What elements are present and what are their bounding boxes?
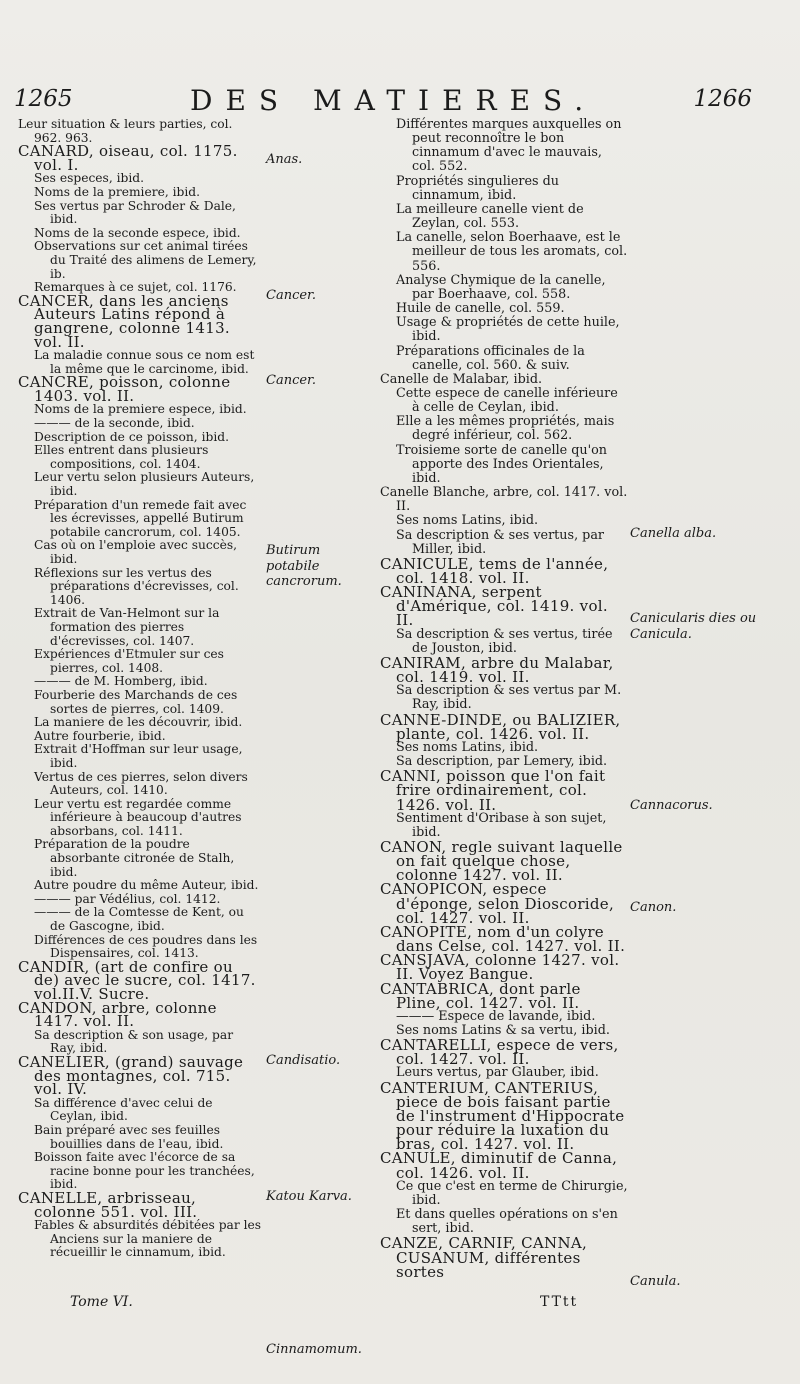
index-entry: Préparation de la poudre absorbante citronée de Stalh, ibid. bbox=[34, 837, 235, 879]
index-entry: Elle a les mêmes propriétés, mais degré inférieur, col. 562. bbox=[396, 414, 615, 444]
index-entry: Ses noms Latins, ibid. bbox=[396, 513, 539, 529]
index-entry: Autre fourberie, ibid. bbox=[34, 728, 166, 743]
index-entry: Analyse Chymique de la canelle, par Boerhaave, col. 558. bbox=[396, 272, 606, 302]
index-entry: Autre poudre du même Auteur, ibid. bbox=[34, 878, 259, 893]
margin-note: Cancer. bbox=[266, 373, 316, 389]
index-entry: Noms de la premiere, ibid. bbox=[34, 184, 201, 199]
index-entry: CANNI, poisson que l'on fait frire ordinairement, col. 1426. vol. II. bbox=[380, 767, 606, 814]
index-entry: CANON, regle suivant laquelle on fait quelque chose, colonne 1427. vol. II. bbox=[380, 837, 623, 885]
index-entry: Usage & propriétés de cette huile, ibid. bbox=[396, 315, 620, 345]
margin-note: Canicularis dies ou Canicula. bbox=[630, 611, 757, 642]
margin-note: Cannacorus. bbox=[630, 798, 713, 814]
index-entry: CANARD, oiseau, col. 1175. vol. I. bbox=[18, 142, 238, 174]
index-entry: Leur vertu est regardée comme inférieure à beaucoup d'autres absorbans, col. 1411. bbox=[34, 796, 242, 838]
index-entry: CANIRAM, arbre du Malabar, col. 1419. vol. II. bbox=[380, 653, 614, 687]
index-entry: Cas où on l'emploie avec succès, ibid. bbox=[34, 538, 238, 566]
index-entry: Leur situation & leurs parties, col. 962. 963. bbox=[18, 117, 233, 145]
index-entry: ——— par Védélius, col. 1412. bbox=[34, 891, 221, 906]
index-entry: CANDIR, (art de confire ou de) avec le sucre, col. 1417. vol.II.V. Sucre. bbox=[18, 957, 256, 1003]
index-entry: Sa description & ses vertus, tirée de Jouston, ibid. bbox=[396, 626, 613, 656]
index-entry: Sa description & son usage, par Ray, ibid. bbox=[34, 1027, 234, 1056]
index-entry: Ce que c'est en terme de Chirurgie, ibid. bbox=[396, 1178, 628, 1208]
index-entry: CANOPITE, nom d'un colyre dans Celse, col. 1427. vol. II. bbox=[380, 922, 626, 956]
index-entry: ——— de la seconde, ibid. bbox=[34, 416, 195, 431]
index-entry: CANCER, dans les anciens Auteurs Latins répond à gangrene, colonne 1413. vol. II. bbox=[18, 291, 230, 351]
volume-footer: Tome VI. bbox=[70, 1294, 133, 1310]
index-entry: Ses noms Latins & sa vertu, ibid. bbox=[396, 1023, 610, 1038]
index-entry: Réflexions sur les vertus des préparations d'écrevisses, col. 1406. bbox=[34, 565, 239, 607]
header-title: DES MATIERES. bbox=[190, 84, 597, 117]
index-entry: CANCRE, poisson, colonne 1403. vol. II. bbox=[18, 373, 231, 405]
index-entry: La canelle, selon Boerhaave, est le meilleur de tous les aromats, col. 556. bbox=[396, 230, 628, 274]
margin-note: Katou Karva. bbox=[266, 1189, 352, 1205]
running-header bbox=[14, 84, 790, 120]
index-entry: Sa description & ses vertus, par Miller, ibid. bbox=[396, 527, 605, 557]
index-entry: ——— Espece de lavande, ibid. bbox=[396, 1008, 596, 1024]
index-entry: Sentiment d'Oribase à son sujet, ibid. bbox=[396, 810, 607, 840]
index-entry: Et dans quelles opérations on s'en sert, ibid. bbox=[396, 1207, 618, 1237]
index-entry: Noms de la premiere espece, ibid. bbox=[34, 402, 247, 417]
index-entry: Sa description & ses vertus par M. Ray, ibid. bbox=[396, 683, 622, 713]
index-entry: Expériences d'Etmuler sur ces pierres, col. 1408. bbox=[34, 647, 224, 675]
left-page-number: 1265 bbox=[14, 86, 73, 112]
index-entry: La maladie connue sous ce nom est la même que le carcinome, ibid. bbox=[34, 348, 255, 376]
index-entry: Vertus de ces pierres, selon divers Auteurs, col. 1410. bbox=[34, 769, 248, 798]
index-entry: CANELLE, arbrisseau, colonne 551. vol. III. bbox=[18, 1188, 198, 1221]
index-entry: Leur vertu selon plusieurs Auteurs, ibid. bbox=[34, 470, 255, 499]
index-entry: Huile de canelle, col. 559. bbox=[396, 301, 565, 317]
index-entry: Sa différence d'avec celui de Ceylan, ibid. bbox=[34, 1095, 213, 1124]
index-entry: CANZE, CARNIF, CANNA, CUSANUM, différentes sortes bbox=[380, 1234, 588, 1281]
index-entry: CANDON, arbre, colonne 1417. vol. II. bbox=[18, 998, 217, 1031]
right-column bbox=[380, 118, 628, 1279]
index-entry: Boisson faite avec l'écorce de sa racine bonne pour les tranchées, ibid. bbox=[34, 1150, 255, 1192]
index-entry: Fables & absurdités débitées par les Anciens sur la maniere de récueillir le cinnamum, ibid. bbox=[34, 1218, 262, 1260]
index-entry: Bain préparé avec ses feuilles bouillies dans de l'eau, ibid. bbox=[34, 1122, 224, 1151]
margin-note: Cancer. bbox=[266, 288, 316, 304]
index-entry: CANELIER, (grand) sauvage des montagnes, col. 715. vol. IV. bbox=[18, 1052, 244, 1099]
index-entry: Elles entrent dans plusieurs compositions, col. 1404. bbox=[34, 443, 209, 471]
margin-note: Canon. bbox=[630, 900, 677, 916]
index-entry: La maniere de les découvrir, ibid. bbox=[34, 715, 243, 730]
index-entry: CANULE, diminutif de Canna, col. 1426. vol. II. bbox=[380, 1149, 618, 1182]
index-entry: Canelle de Malabar, ibid. bbox=[380, 371, 543, 387]
index-entry: Description de ce poisson, ibid. bbox=[34, 429, 229, 444]
index-entry: CANNE-DINDE, ou BALIZIER, plante, col. 1426. vol. II. bbox=[380, 710, 621, 743]
index-entry: La meilleure canelle vient de Zeylan, col. 553. bbox=[396, 201, 584, 232]
index-entry: Ses vertus par Schroder & Dale, ibid. bbox=[34, 198, 236, 227]
index-entry: CANSJAVA, colonne 1427. vol. II. Voyez Bangue. bbox=[380, 951, 620, 984]
index-entry: Extrait de Van-Helmont sur la formation des pierres d'écrevisses, col. 1407. bbox=[34, 606, 220, 648]
margin-note: Canella alba. bbox=[630, 526, 717, 542]
margin-note: Candisatio. bbox=[266, 1053, 341, 1069]
index-entry: CANTERIUM, CANTERIUS, piece de bois faisant partie de l'instrument d'Hippocrate pour réduire la luxation du bras, col. 1427. vol. II. bbox=[380, 1078, 625, 1154]
index-entry: Remarques à ce sujet, col. 1176. bbox=[34, 280, 237, 295]
index-entry: CANTARELLI, espece de vers, col. 1427. vol. II. bbox=[380, 1036, 619, 1069]
index-entry: CANOPICON, espece d'éponge, selon Dioscoride, col. 1427. vol. II. bbox=[380, 880, 615, 927]
index-entry: Sa description, par Lemery, ibid. bbox=[396, 754, 608, 770]
index-entry: Préparations officinales de la canelle, col. 560. & suiv. bbox=[396, 343, 585, 373]
margin-note: Cinnamomum. bbox=[266, 1342, 362, 1358]
index-entry: Troisieme sorte de canelle qu'on apporte des Indes Orientales, ibid. bbox=[396, 442, 608, 486]
index-entry: Noms de la seconde espece, ibid. bbox=[34, 225, 241, 240]
index-entry: CANTABRICA, dont parle Pline, col. 1427. vol. II. bbox=[380, 979, 581, 1012]
index-entry: Cette espece de canelle inférieure à celle de Ceylan, ibid. bbox=[396, 385, 618, 416]
index-entry: Propriétés singulieres du cinnamum, ibid. bbox=[396, 173, 560, 203]
index-entry: ——— de M. Homberg, ibid. bbox=[34, 674, 208, 689]
index-entry: Différences de ces poudres dans les Dispensaires, col. 1413. bbox=[34, 932, 258, 961]
index-entry: Observations sur cet animal tirées du Traité des alimens de Lemery, ib. bbox=[34, 239, 257, 281]
index-entry: CANINANA, serpent d'Amérique, col. 1419. vol. II. bbox=[380, 583, 608, 630]
index-entry: Préparation d'un remede fait avec les écrevisses, appellé Butirum potabile cancrorum, col. 1405. bbox=[34, 497, 247, 539]
margin-note: Anas. bbox=[266, 152, 303, 167]
index-entry: Différentes marques auxquelles on peut reconnoître le bon cinnamum d'avec le mauvais, col. 552. bbox=[396, 117, 622, 175]
index-entry: Ses noms Latins, ibid. bbox=[396, 739, 539, 755]
index-entry: ——— de la Comtesse de Kent, ou de Gascogne, ibid. bbox=[34, 905, 244, 934]
index-entry: Extrait d'Hoffman sur leur usage, ibid. bbox=[34, 742, 243, 770]
index-entry: Canelle Blanche, arbre, col. 1417. vol. II. bbox=[380, 485, 628, 515]
signature-mark: TTtt bbox=[540, 1294, 579, 1310]
margin-note: Butirum potabile cancrorum. bbox=[266, 543, 342, 590]
index-entry: CANICULE, tems de l'année, col. 1418. vol. II. bbox=[380, 554, 609, 587]
margin-note: Canula. bbox=[630, 1274, 681, 1290]
index-entry: Ses especes, ibid. bbox=[34, 171, 145, 186]
left-column bbox=[18, 118, 262, 1260]
index-entry: Leurs vertus, par Glauber, ibid. bbox=[396, 1065, 599, 1081]
index-entry: Fourberie des Marchands de ces sortes de pierres, col. 1409. bbox=[34, 687, 238, 716]
right-page-number: 1266 bbox=[693, 86, 752, 112]
